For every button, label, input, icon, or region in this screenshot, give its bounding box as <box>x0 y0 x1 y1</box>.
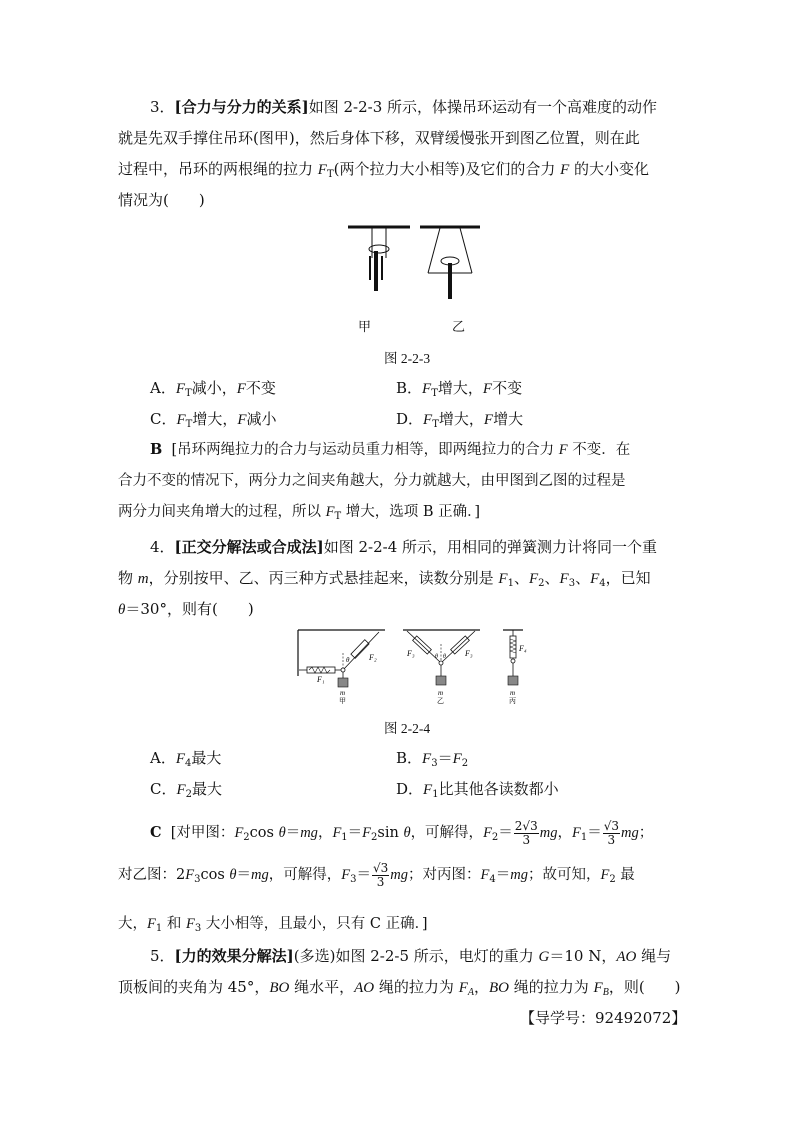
q4-explanation-line1: C [对甲图：$F_2\cos$ θ＝mg，$F_1=F_2\sin$ θ，可解得，$F_2=$ $\frac{2√3}{3}$ mg，$F_1=$ $\frac{√3}{3}$ mg； <box>150 818 654 847</box>
q4-line2: 物 m，分别按甲、乙、丙三种方式悬挂起来，读数分别是 $F_1$、$F_2$、$F_3$、$F_4$，已知 <box>118 569 651 589</box>
q5-number: 5． <box>150 947 175 965</box>
q3-answer: B <box>150 441 163 458</box>
q3-explanation-line1: B [吊环两绳拉力的合力与运动员重力相等，即两绳拉力的合力 F 不变．在 <box>150 441 631 458</box>
q3-explanation-line2: 合力不变的情况下，两分力之间夹角越大，分力就越大，由甲图到乙图的过程是 <box>118 473 626 489</box>
q5-reference-number: 【导学号：92492072】 <box>520 1009 687 1027</box>
svg-text:m: m <box>438 689 444 697</box>
q3-line2: 就是先双手撑住吊环(图甲)，然后身体下移，双臂缓慢张开到图乙位置，则在此 <box>118 129 640 147</box>
figure-2-2-3 <box>340 218 490 318</box>
q4-option-d: D．$F_1$比其他各读数都小 <box>396 780 559 800</box>
q3-option-b: B．$F_T$增大，F不变 <box>396 379 523 399</box>
label-f3-left: F₃ <box>407 649 415 658</box>
ring-figure-jia <box>348 227 410 291</box>
q4-answer: C <box>150 824 162 841</box>
q4-line3: θ＝30°，则有( ) <box>118 600 254 618</box>
q3-figure-caption: 图 2-2-3 <box>384 351 431 366</box>
q4-explanation-line2: 对乙图：$2F_3\cos$ θ＝mg，可解得，$F_3=$ $\frac{√3}{3}$ mg；对丙图：$F_4=mg$；故可知，$F_2$ 最 <box>118 860 635 889</box>
label-f2: F₂ <box>369 653 377 662</box>
q3-option-d: D．$F_T$增大，F增大 <box>396 410 524 430</box>
spring-scale-jia <box>298 630 385 705</box>
fig-label-jia: 甲 <box>358 320 372 335</box>
ring-figure-yi <box>420 227 480 299</box>
spring-scale-yi <box>403 630 480 705</box>
q4-option-c: C．$F_2$最大 <box>150 780 223 800</box>
label-theta-jia: θ <box>346 656 350 664</box>
q4-option-a: A．$F_4$最大 <box>150 749 222 769</box>
label-jia: 甲 <box>339 697 346 705</box>
q3-tag: [合力与分力的关系] <box>174 98 309 116</box>
spring-scale-bing <box>503 630 527 705</box>
q5-line2: 顶板间的夹角为 45°，BO 绳水平，AO 绳的拉力为 $F_A$，BO 绳的拉力为 $F_B$，则( ) <box>118 978 681 998</box>
label-f4: F₄ <box>519 644 527 653</box>
q5-tag: [力的效果分解法] <box>174 947 294 965</box>
fraction-sqrt3-over-3-b: $\frac{√3}{3}$ <box>372 860 389 889</box>
svg-text:θ: θ <box>435 654 438 660</box>
label-f3-right: F₃ <box>465 649 473 658</box>
q3-line4: 情况为( ) <box>118 191 205 209</box>
label-bing: 丙 <box>509 697 516 705</box>
q3-option-a: A．$F_T$减小，F不变 <box>150 379 276 399</box>
svg-text:m: m <box>510 689 516 697</box>
q3-number: 3． <box>150 98 175 116</box>
q3-option-c: C．$F_T$增大，F减小 <box>150 410 277 430</box>
q3-line3: 过程中，吊环的两根绳的拉力 $F_T$(两个拉力大小相等)及它们的合力 F 的大小变化 <box>118 160 650 180</box>
fig-label-yi: 乙 <box>452 320 466 335</box>
q3-explanation-line3: 两分力间夹角增大的过程，所以 $F_T$ 增大，选项 B 正确．] <box>118 504 481 522</box>
fraction-2sqrt3-over-3: $\frac{2√3}{3}$ <box>514 818 538 847</box>
q4-option-b: B．$F_3=F_2$ <box>396 749 469 769</box>
svg-text:m: m <box>340 689 346 697</box>
q5-line1: 5．[力的效果分解法](多选)如图 2-2-5 所示，电灯的重力 G＝10 N，AO 绳与 <box>150 947 672 965</box>
q4-number: 4． <box>150 538 175 556</box>
q4-figure-caption: 图 2-2-4 <box>384 721 431 736</box>
label-yi: 乙 <box>437 697 444 705</box>
fraction-sqrt3-over-3: $\frac{√3}{3}$ <box>603 818 619 847</box>
q4-explanation-line3: 大，$F_1$ 和 $F_3$ 大小相等，且最小，只有 C 正确．] <box>118 916 428 934</box>
q4-tag: [正交分解法或合成法] <box>174 538 324 556</box>
figure-2-2-4 <box>295 628 535 708</box>
q4-line1: 4．[正交分解法或合成法]如图 2-2-4 所示，用相同的弹簧测力计将同一个重 <box>150 538 658 556</box>
label-f1: F₁ <box>317 675 325 684</box>
q3-line1: 3．[合力与分力的关系]如图 2-2-3 所示，体操吊环运动有一个高难度的动作 <box>150 98 658 116</box>
svg-text:θ: θ <box>443 654 446 660</box>
